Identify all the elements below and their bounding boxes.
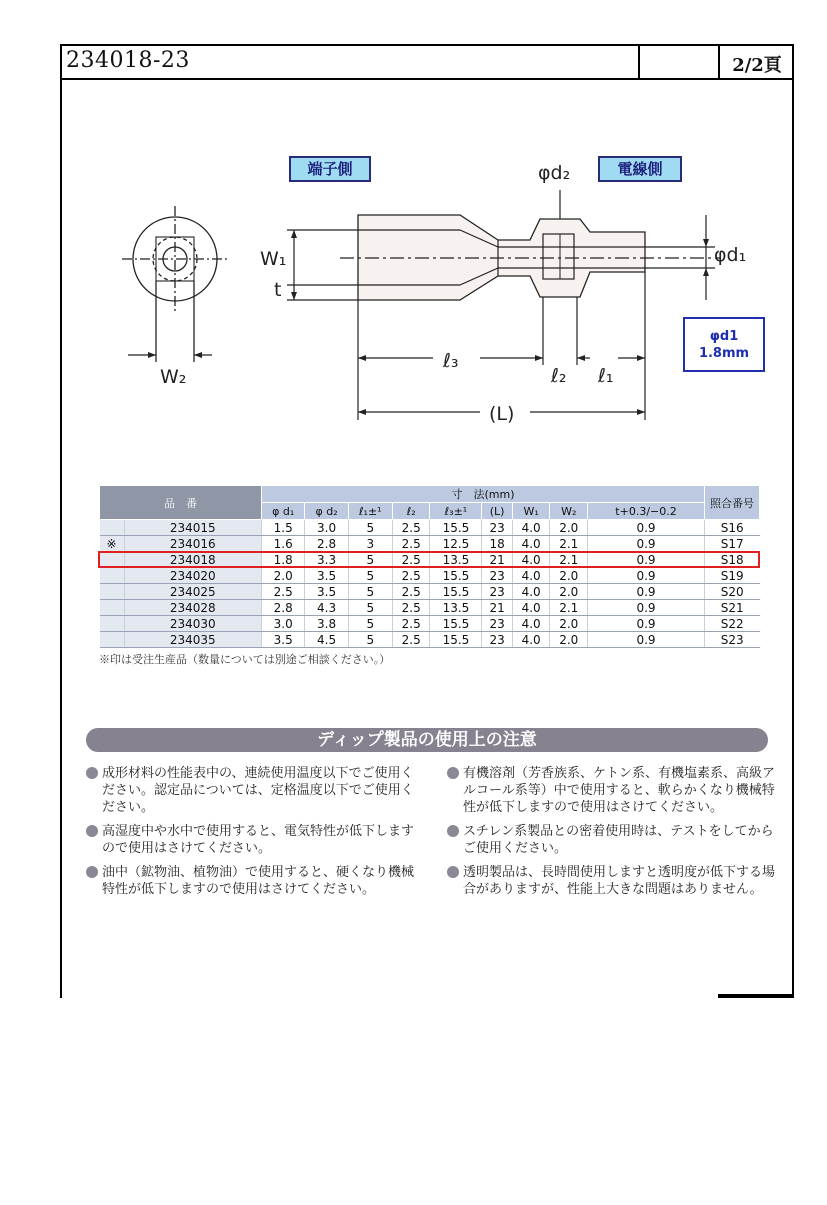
table-row [100, 600, 760, 616]
col-ref: 照合番号 [705, 486, 760, 520]
dimension-cell: 3.0 [305, 520, 348, 536]
bullet-icon [447, 866, 459, 878]
dimension-cell: 5 [348, 600, 392, 616]
dimension-cell: 5 [348, 520, 392, 536]
caution-left-column [86, 765, 416, 905]
dimension-cell: 0.9 [588, 536, 705, 552]
dimension-cell: 0.9 [588, 520, 705, 536]
dimension-cell: 3.8 [305, 616, 348, 632]
col-header: ℓ₂ [392, 503, 430, 520]
part-number: 234025 [124, 584, 262, 600]
dimension-cell: 2.5 [392, 568, 430, 584]
dimension-cell: 4.3 [305, 600, 348, 616]
ref-number: S23 [705, 632, 760, 648]
dimension-cell: 2.1 [550, 552, 588, 568]
label-phi-d2: φd₂ [538, 162, 571, 184]
dimension-cell: 2.0 [262, 568, 305, 584]
row-mark [100, 632, 125, 648]
dimension-cell: 13.5 [430, 600, 482, 616]
label-w2: W₂ [160, 366, 187, 388]
caution-item [86, 823, 416, 857]
dimension-cell: 3 [348, 536, 392, 552]
dimension-cell: 18 [482, 536, 512, 552]
dimension-cell: 2.0 [550, 616, 588, 632]
dimension-cell: 2.1 [550, 536, 588, 552]
label-l2: ℓ₂ [551, 365, 567, 387]
ref-number: S17 [705, 536, 760, 552]
dimension-cell: 5 [348, 568, 392, 584]
caution-banner: ディップ製品の使用上の注意 [86, 728, 768, 752]
row-mark [100, 568, 125, 584]
caution-text: 油中（鉱物油、植物油）で使用すると、硬くなり機械特性が低下しますので使用はさけてください。 [102, 865, 415, 897]
terminal-side-tag: 端子側 [289, 156, 371, 182]
dimension-cell: 0.9 [588, 584, 705, 600]
dimension-cell: 3.3 [305, 552, 348, 568]
table-row [100, 520, 760, 536]
bottom-rule [718, 994, 794, 998]
part-number: 234020 [124, 568, 262, 584]
dimension-cell: 0.9 [588, 632, 705, 648]
dimension-cell: 4.0 [512, 600, 550, 616]
bullet-icon [86, 825, 98, 837]
col-header: φ d₂ [305, 503, 348, 520]
dimension-cell: 1.8 [262, 552, 305, 568]
dimension-cell: 4.0 [512, 552, 550, 568]
ref-number: S18 [705, 552, 760, 568]
selected-row-highlight [98, 551, 760, 568]
bullet-icon [86, 866, 98, 878]
bullet-icon [86, 767, 98, 779]
part-number: 234028 [124, 600, 262, 616]
dimension-cell: 13.5 [430, 552, 482, 568]
row-mark [100, 584, 125, 600]
dimension-cell: 15.5 [430, 632, 482, 648]
ref-number: S19 [705, 568, 760, 584]
label-length: (L) [489, 403, 515, 425]
dimension-cell: 2.5 [392, 520, 430, 536]
ref-number: S22 [705, 616, 760, 632]
dimension-cell: 15.5 [430, 520, 482, 536]
table-row [100, 584, 760, 600]
part-number: 234018 [124, 552, 262, 568]
dimension-cell: 23 [482, 520, 512, 536]
caution-item [447, 823, 777, 857]
caution-text: 高湿度中や水中で使用すると、電気特性が低下しますので使用はさけてください。 [102, 824, 415, 856]
row-mark [100, 616, 125, 632]
document-title: 234018-23 [66, 48, 190, 73]
dimension-cell: 4.0 [512, 568, 550, 584]
part-number: 234035 [124, 632, 262, 648]
dimension-cell: 4.0 [512, 520, 550, 536]
label-l1: ℓ₁ [598, 365, 614, 387]
dimension-cell: 2.5 [392, 632, 430, 648]
spec-diameter-label: φd1 [709, 329, 739, 344]
label-l3: ℓ₃ [443, 350, 459, 372]
caution-right-column [447, 765, 777, 905]
dimension-cell: 15.5 [430, 584, 482, 600]
dimension-cell: 2.0 [550, 568, 588, 584]
label-w1: W₁ [260, 248, 287, 270]
table-row [100, 632, 760, 648]
row-mark: ※ [100, 536, 125, 552]
terminal-drawing [0, 0, 827, 460]
dimension-cell: 3.5 [305, 568, 348, 584]
dimension-cell: 2.5 [392, 552, 430, 568]
caution-text: スチレン系製品との密着使用時は、テストをしてからご使用ください。 [463, 824, 774, 856]
label-t: t [274, 279, 282, 301]
page-number: 2/2頁 [732, 55, 782, 76]
dimension-cell: 5 [348, 616, 392, 632]
dimension-cell: 2.5 [392, 600, 430, 616]
dimension-cell: 15.5 [430, 568, 482, 584]
dimension-cell: 4.5 [305, 632, 348, 648]
dimension-cell: 15.5 [430, 616, 482, 632]
dimension-cell: 0.9 [588, 616, 705, 632]
dimension-cell: 2.0 [550, 584, 588, 600]
row-mark [100, 600, 125, 616]
dimension-cell: 12.5 [430, 536, 482, 552]
dimension-cell: 2.0 [550, 632, 588, 648]
col-header: t+0.3/−0.2 [588, 503, 705, 520]
dimension-cell: 3.5 [262, 632, 305, 648]
col-header: W₂ [550, 503, 588, 520]
dimension-cell: 2.8 [305, 536, 348, 552]
spec-box [683, 317, 765, 372]
dimension-cell: 5 [348, 632, 392, 648]
col-header: ℓ₃±¹ [430, 503, 482, 520]
caution-item [447, 765, 777, 816]
dimension-cell: 4.0 [512, 616, 550, 632]
bullet-icon [447, 767, 459, 779]
dimension-cell: 21 [482, 552, 512, 568]
dimension-cell: 4.0 [512, 536, 550, 552]
part-number: 234030 [124, 616, 262, 632]
dimension-cell: 4.0 [512, 584, 550, 600]
part-number: 234016 [124, 536, 262, 552]
dimension-cell: 3.5 [305, 584, 348, 600]
dimension-cell: 23 [482, 584, 512, 600]
caution-item [86, 765, 416, 816]
dimension-cell: 23 [482, 632, 512, 648]
dimension-cell: 3.0 [262, 616, 305, 632]
dimension-cell: 23 [482, 568, 512, 584]
dimension-cell: 2.1 [550, 600, 588, 616]
dimension-cell: 2.5 [392, 584, 430, 600]
dimension-cell: 2.5 [262, 584, 305, 600]
col-header: φ d₁ [262, 503, 305, 520]
dimension-cell: 0.9 [588, 600, 705, 616]
ref-number: S16 [705, 520, 760, 536]
wire-side-tag: 電線側 [598, 156, 682, 182]
row-mark [100, 520, 125, 536]
caution-item [86, 864, 416, 898]
label-phi-d1: φd₁ [714, 244, 747, 266]
col-header: W₁ [512, 503, 550, 520]
table-row [100, 536, 760, 552]
caution-item [447, 864, 777, 898]
dimension-cell: 5 [348, 552, 392, 568]
dimension-cell: 2.5 [392, 616, 430, 632]
dimension-cell: 4.0 [512, 632, 550, 648]
col-part-number: 品 番 [100, 486, 262, 520]
dimension-cell: 23 [482, 616, 512, 632]
table-footnote: ※印は受注生産品（数量については別途ご相談ください。） [99, 653, 391, 666]
caution-text: 成形材料の性能表中の、連続使用温度以下でご使用ください。認定品については、定格温度以下でご使用ください。 [102, 766, 414, 815]
ref-number: S20 [705, 584, 760, 600]
dimension-cell: 0.9 [588, 568, 705, 584]
dimension-cell: 2.8 [262, 600, 305, 616]
dimension-cell: 5 [348, 584, 392, 600]
col-dimensions: 寸 法(mm) [262, 486, 705, 503]
dimension-cell: 21 [482, 600, 512, 616]
caution-text: 透明製品は、長時間使用しますと透明度が低下する場合がありますが、性能上大きな問題はありません。 [463, 865, 776, 897]
dimension-cell: 2.5 [392, 536, 430, 552]
table-row [100, 568, 760, 584]
dimension-cell: 1.5 [262, 520, 305, 536]
part-number: 234015 [124, 520, 262, 536]
caution-text: 有機溶剤（芳香族系、ケトン系、有機塩素系、高級アルコール系等）中で使用すると、軟らかくなり機械特性が低下しますので使用はさけてください。 [463, 766, 776, 815]
bullet-icon [447, 825, 459, 837]
table-row [100, 616, 760, 632]
dimension-cell: 1.6 [262, 536, 305, 552]
ref-number: S21 [705, 600, 760, 616]
dimension-cell: 2.0 [550, 520, 588, 536]
col-header: (L) [482, 503, 512, 520]
spec-diameter-value: 1.8mm [698, 346, 750, 361]
dimension-cell: 0.9 [588, 552, 705, 568]
col-header: ℓ₁±¹ [348, 503, 392, 520]
